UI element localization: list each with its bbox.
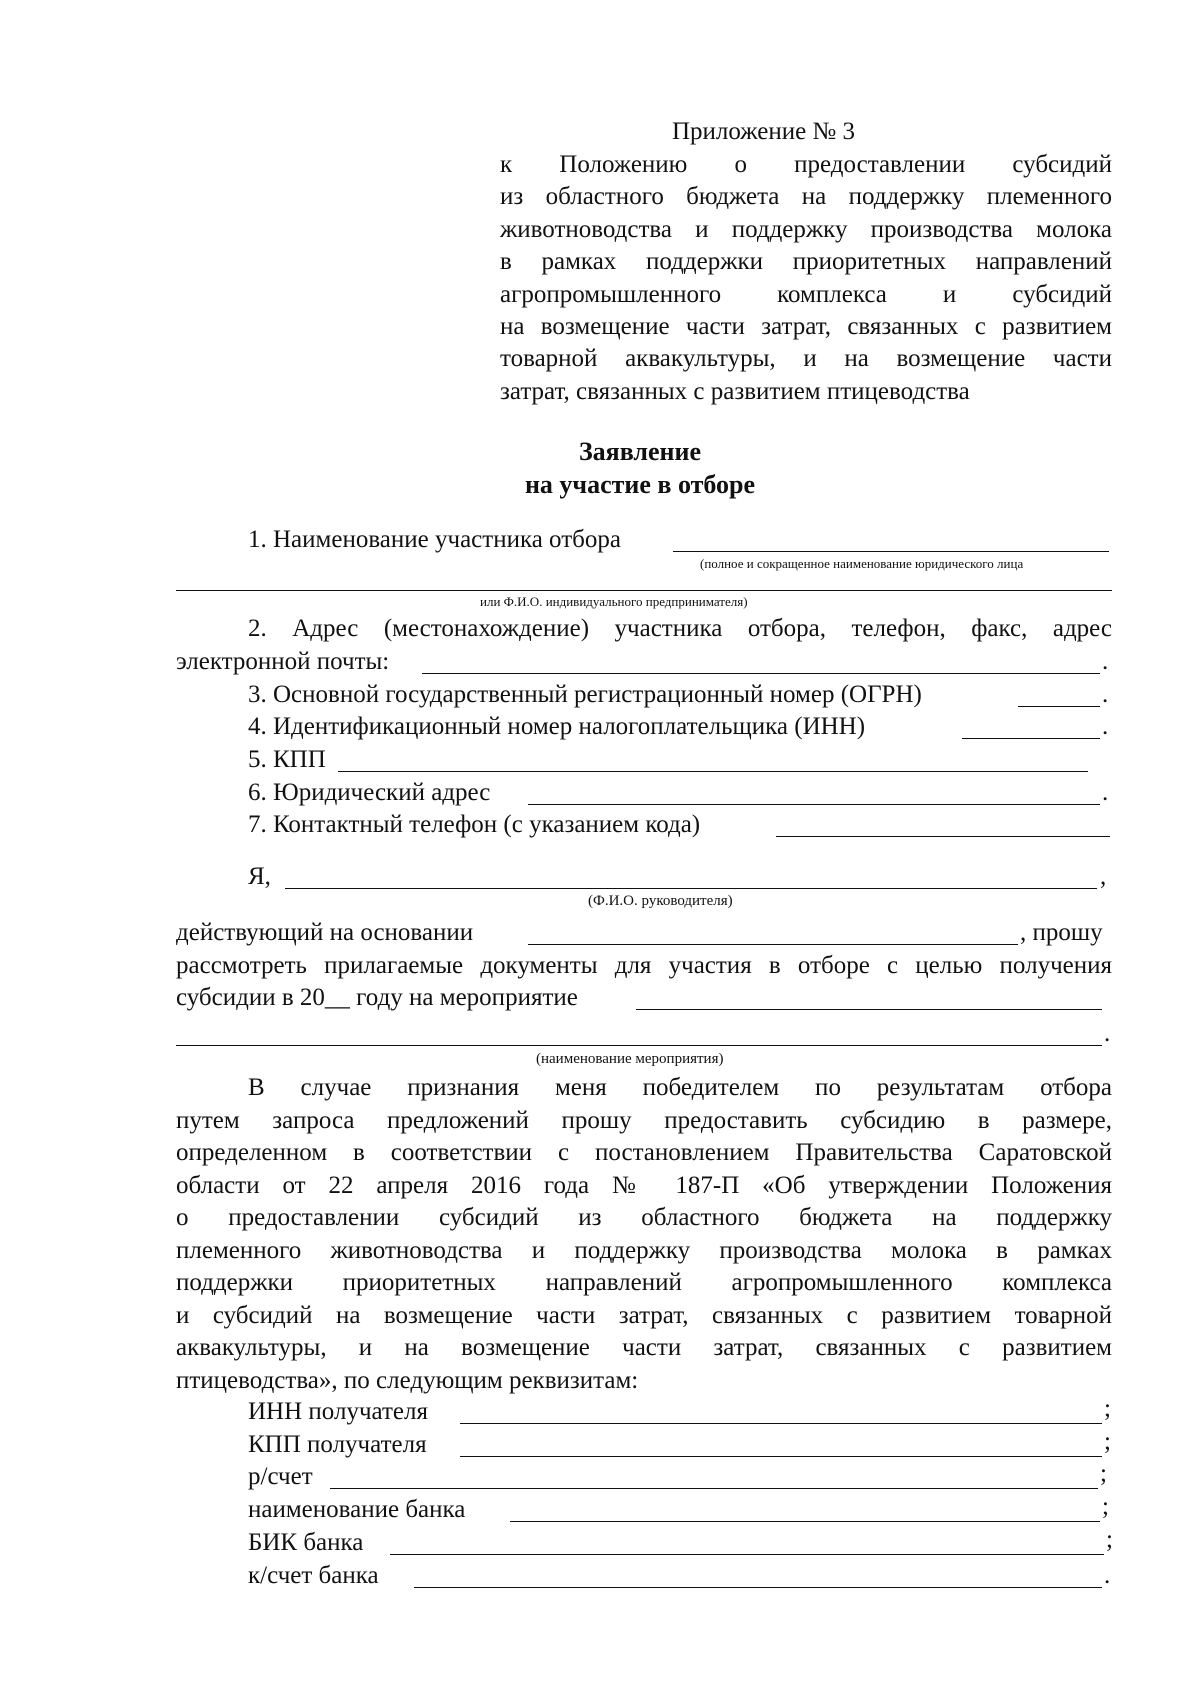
punct: . bbox=[1102, 648, 1109, 675]
punct: ; bbox=[1106, 1526, 1113, 1553]
participant-name-caption-2: или Ф.И.О. индивидуального предпринимателя) bbox=[480, 594, 748, 609]
basis-blank[interactable] bbox=[528, 944, 1018, 945]
appendix-line: агропромышленного комплекса и субсидий bbox=[500, 280, 1112, 308]
requisite-account-blank[interactable] bbox=[330, 1488, 1098, 1489]
paragraph-line: и субсидий на возмещение части затрат, связанных с развитием товарной bbox=[176, 1301, 1112, 1329]
paragraph-line: области от 22 апреля 2016 года № 187-П «Об утверждении Положения bbox=[176, 1171, 1112, 1199]
paragraph-line: В случае признания меня победителем по результатам отбора bbox=[248, 1074, 1112, 1101]
ogrn-blank[interactable] bbox=[1018, 706, 1100, 707]
legal-address-blank[interactable] bbox=[528, 804, 1100, 805]
requisite-inn-blank[interactable] bbox=[460, 1423, 1102, 1424]
event-caption: (наименование мероприятия) bbox=[536, 1051, 724, 1067]
paragraph-line: о предоставлении субсидий из областного бюджета на поддержку bbox=[176, 1204, 1112, 1231]
appendix-line: из областного бюджета на поддержку племенного bbox=[500, 183, 1112, 211]
field-ogrn-label: 3. Основной государственный регистрационный номер (ОГРН) bbox=[248, 681, 922, 708]
document-subtitle: на участие в отборе bbox=[524, 470, 756, 499]
paragraph-line: птицеводства», по следующим реквизитам: bbox=[176, 1366, 639, 1394]
phone-blank[interactable] bbox=[776, 836, 1110, 837]
appendix-line: в рамках поддержки приоритетных направлений bbox=[500, 248, 1112, 276]
field-phone-label: 7. Контактный телефон (с указанием кода) bbox=[248, 811, 701, 838]
request-line-2: рассмотреть прилагаемые документы для участия в отборе с целью получения bbox=[176, 952, 1112, 979]
punct: ; bbox=[1102, 1493, 1109, 1520]
field-legal-address-label: 6. Юридический адрес bbox=[248, 779, 491, 806]
punct: . bbox=[1104, 1562, 1111, 1589]
director-name-caption: (Ф.И.О. руководителя) bbox=[588, 893, 733, 909]
punct: . bbox=[1102, 681, 1109, 708]
requisite-account-label: р/счет bbox=[248, 1463, 313, 1490]
appendix-reference bbox=[500, 149, 1112, 408]
paragraph-line: путем запроса предложений прошу предоставить субсидию в размере, bbox=[176, 1106, 1112, 1134]
appendix-line: затрат, связанных с развитием птицеводства bbox=[500, 377, 970, 405]
field-inn-label: 4. Идентификационный номер налогоплательщика (ИНН) bbox=[248, 713, 866, 740]
field-kpp-label: 5. КПП bbox=[248, 746, 326, 773]
appendix-line: товарной аквакультуры, и на возмещение части bbox=[500, 345, 1112, 373]
appendix-line: к Положению о предоставлении субсидий bbox=[500, 151, 1112, 178]
acting-on-basis-label: действующий на основании bbox=[176, 919, 474, 946]
request-line-3: субсидии в 20__ году на мероприятие bbox=[176, 984, 578, 1011]
requisite-corr-account-blank[interactable] bbox=[414, 1587, 1102, 1588]
appendix-line: на возмещение части затрат, связанных с развитием bbox=[500, 313, 1112, 341]
document-title: Заявление bbox=[578, 437, 702, 466]
request-tail: , прошу bbox=[1020, 919, 1103, 946]
paragraph-line: племенного животноводства и поддержку производства молока в рамках bbox=[176, 1236, 1112, 1264]
address-email-blank[interactable] bbox=[422, 673, 1100, 674]
event-blank[interactable] bbox=[636, 1009, 1102, 1010]
requisite-bank-name-blank[interactable] bbox=[510, 1521, 1100, 1522]
event-blank-2[interactable] bbox=[176, 1045, 1102, 1046]
director-name-blank[interactable] bbox=[285, 888, 1097, 889]
requisite-bik-label: БИК банка bbox=[248, 1529, 364, 1556]
field-email-label: электронной почты: bbox=[176, 648, 390, 675]
punct: , bbox=[1100, 863, 1107, 890]
appendix-line: животноводства и поддержку производства молока bbox=[500, 215, 1112, 243]
paragraph-line: поддержки приоритетных направлений агропромышленного комплекса bbox=[176, 1269, 1112, 1296]
requisite-corr-account-label: к/счет банка bbox=[248, 1562, 379, 1589]
punct: . bbox=[1102, 779, 1109, 806]
requisite-kpp-label: КПП получателя bbox=[248, 1431, 427, 1458]
field-participant-name-label: 1. Наименование участника отбора bbox=[248, 526, 621, 553]
participant-name-blank[interactable] bbox=[673, 551, 1109, 552]
punct: ; bbox=[1100, 1460, 1107, 1487]
punct: ; bbox=[1104, 1395, 1111, 1422]
paragraph-line: аквакультуры, и на возмещение части затрат, связанных с развитием bbox=[176, 1334, 1112, 1361]
punct: . bbox=[1102, 713, 1109, 740]
inn-blank[interactable] bbox=[962, 738, 1100, 739]
punct: ; bbox=[1104, 1428, 1111, 1455]
kpp-blank[interactable] bbox=[338, 771, 1088, 772]
appendix-title: Приложение № 3 bbox=[672, 118, 856, 145]
requisite-kpp-blank[interactable] bbox=[460, 1456, 1102, 1457]
main-paragraph bbox=[176, 1072, 1112, 1397]
paragraph-line: определенном в соответствии с постановлением Правительства Саратовской bbox=[176, 1139, 1112, 1166]
requisite-bik-blank[interactable] bbox=[390, 1554, 1104, 1555]
participant-name-caption: (полное и сокращенное наименование юридического лица bbox=[700, 556, 1024, 571]
punct: . bbox=[1104, 1020, 1111, 1047]
field-address-label: 2. Адрес (местонахождение) участника отбора, телефон, факс, адрес bbox=[248, 615, 1112, 642]
requisite-inn-label: ИНН получателя bbox=[248, 1398, 428, 1425]
participant-name-blank-2[interactable] bbox=[176, 590, 1112, 591]
requisite-bank-name-label: наименование банка bbox=[248, 1496, 466, 1523]
statement-ya: Я, bbox=[248, 863, 271, 890]
